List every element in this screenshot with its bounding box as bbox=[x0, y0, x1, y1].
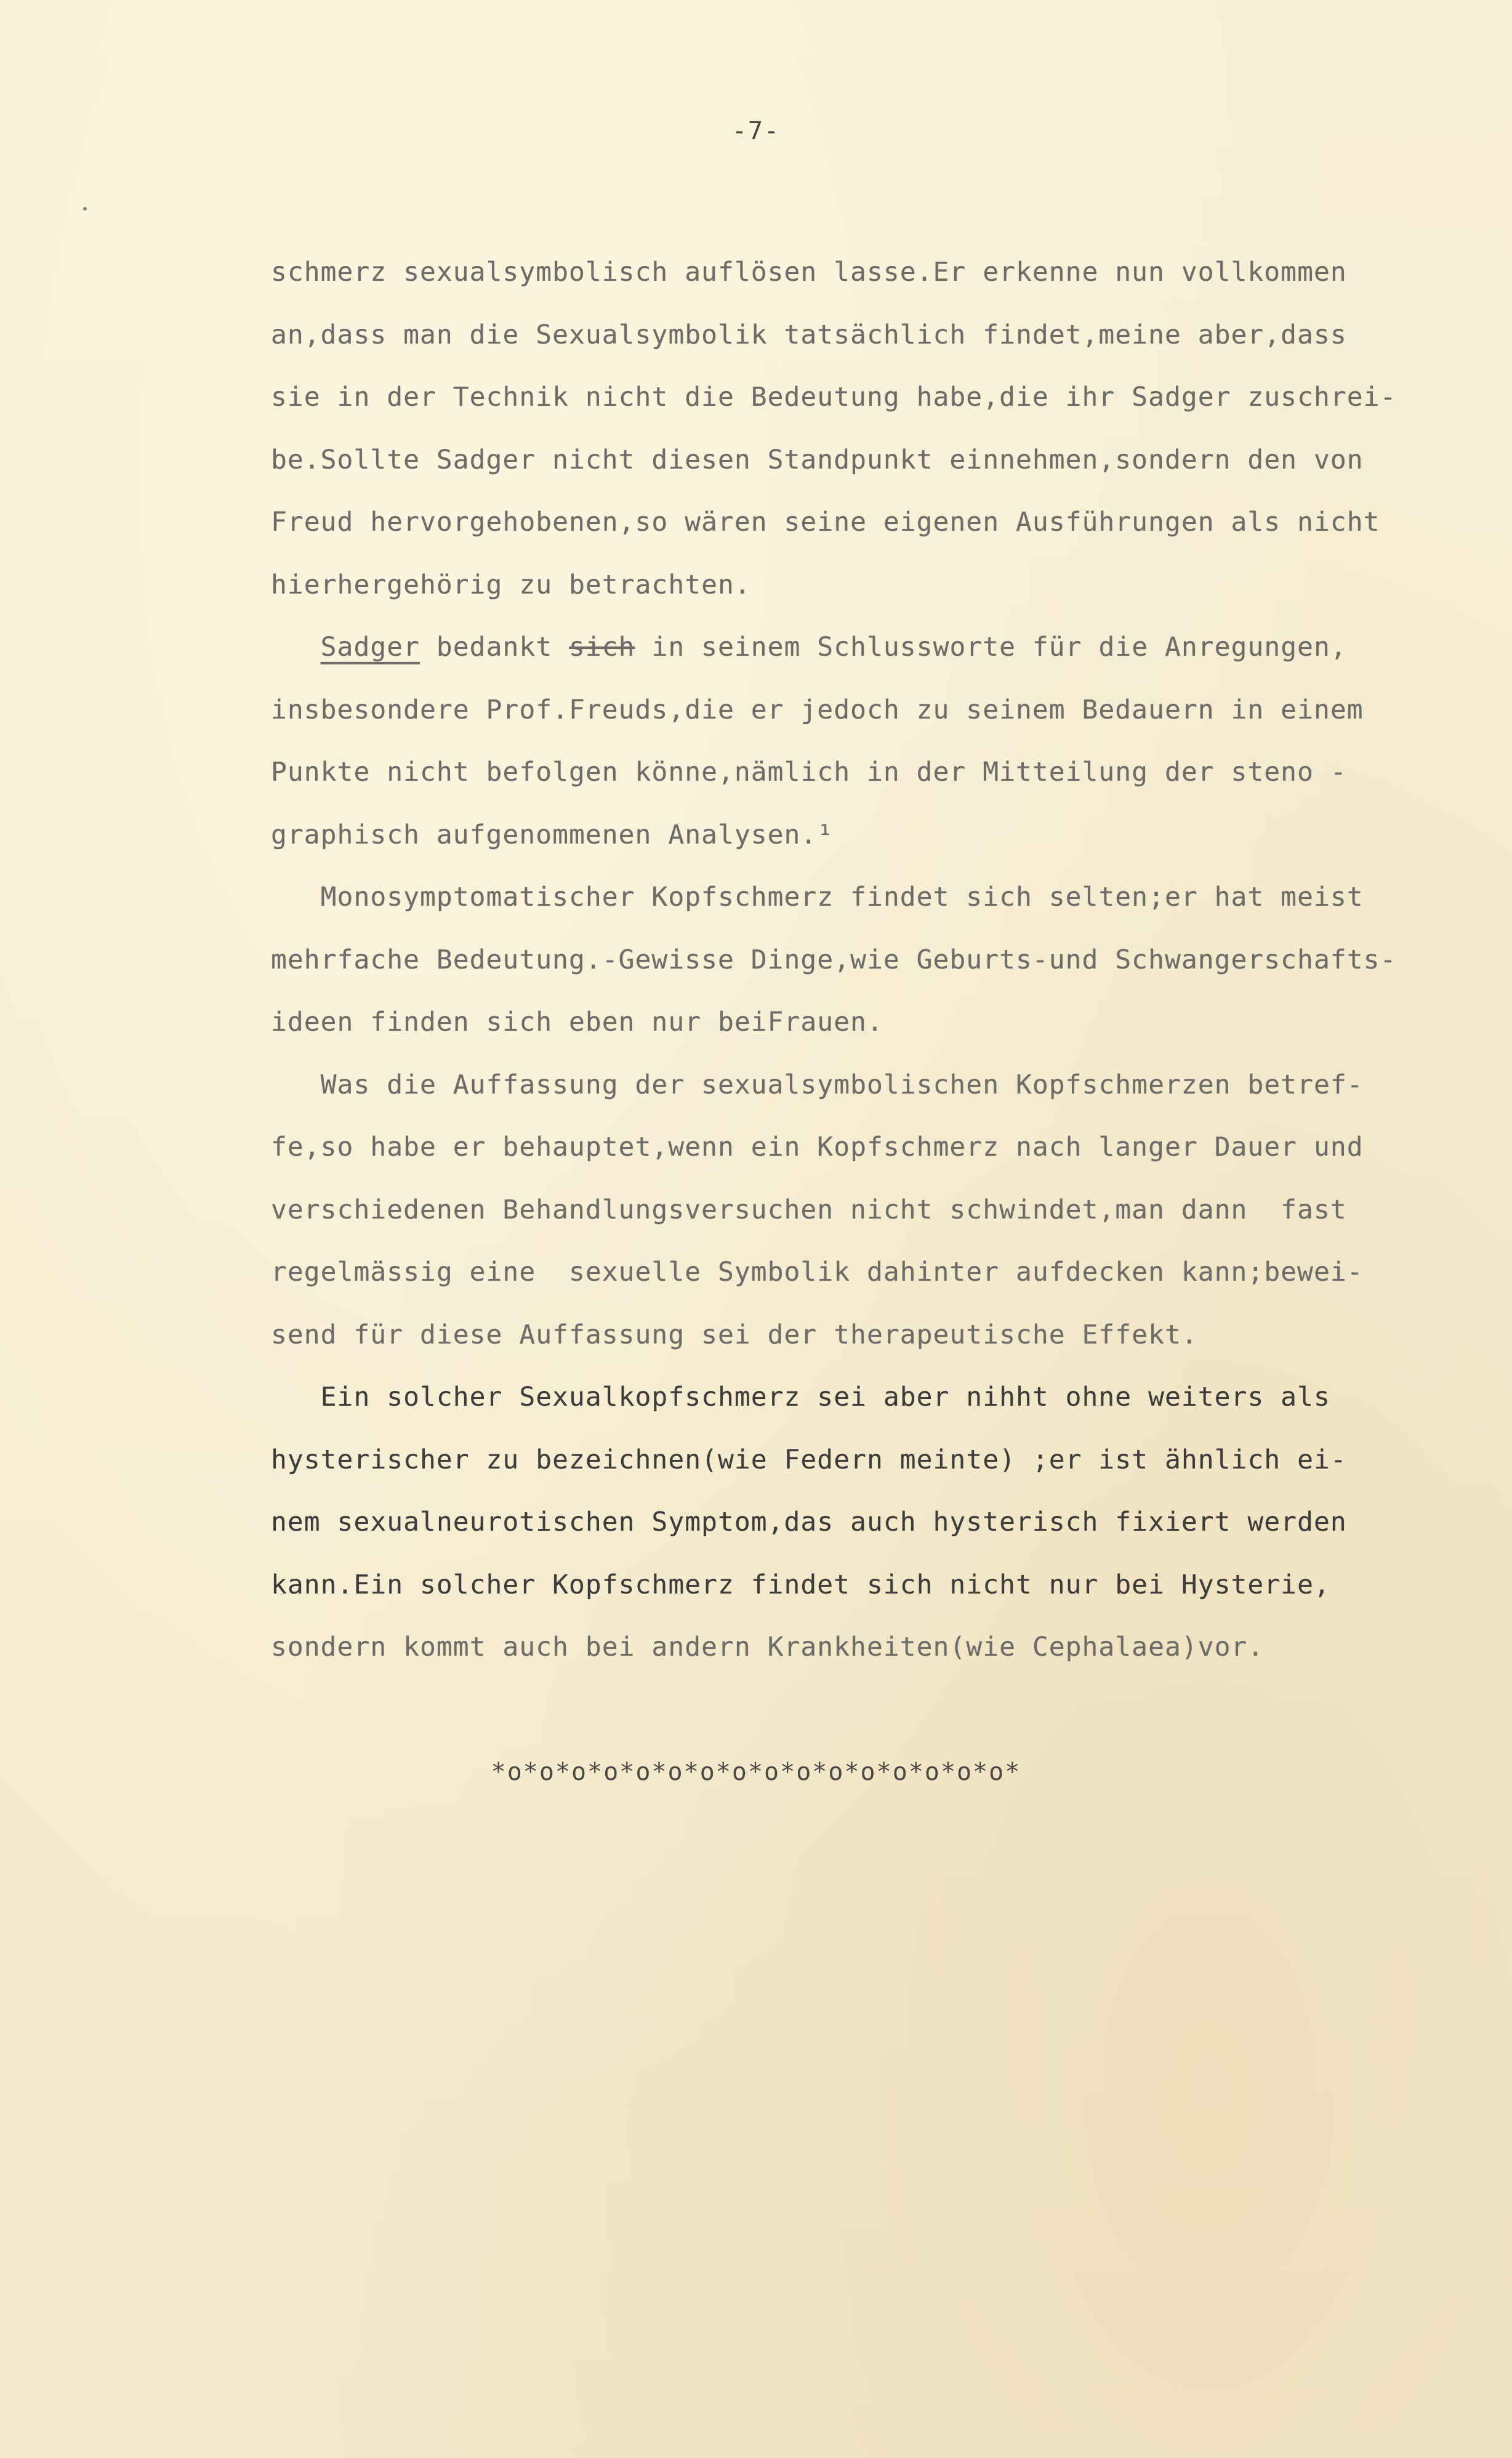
text-line: kann.Ein solcher Kopfschmerz findet sich nicht nur bei Hysterie, bbox=[271, 1569, 1330, 1600]
page-number: -7- bbox=[731, 117, 781, 145]
ink-speck bbox=[83, 207, 87, 211]
text-line-sadger bbox=[271, 616, 1496, 679]
typed-text-body bbox=[271, 241, 1496, 1679]
underlined-name: Sadger bbox=[320, 632, 420, 663]
text-line: hysterischer zu bezeichnen(wie Federn meinte) ;er ist ähnlich ei- bbox=[271, 1444, 1347, 1475]
space bbox=[420, 632, 436, 663]
text-line: nem sexualneurotischen Symptom,das auch hysterisch fixiert werden bbox=[271, 1507, 1347, 1537]
text-line: insbesondere Prof.Freuds,die er jedoch zu seinem Bedauern in einem bbox=[271, 694, 1364, 725]
text-line: Was die Auffassung der sexualsymbolischen Kopfschmerzen betref- bbox=[271, 1069, 1364, 1100]
corrected-word: bedankt bbox=[436, 632, 553, 663]
text-line: Punkte nicht befolgen könne,nämlich in der Mitteilung der steno - bbox=[271, 757, 1347, 788]
text-line: ideen finden sich eben nur beiFrauen. bbox=[271, 1007, 883, 1038]
text-line: Monosymptomatischer Kopfschmerz findet sich selten;er hat meist bbox=[271, 882, 1364, 913]
text-line: Freud hervorgehobenen,so wären seine eigenen Ausführungen als nicht bbox=[271, 507, 1380, 538]
text-line: regelmässig eine sexuelle Symbolik dahinter aufdecken kann;bewei- bbox=[271, 1257, 1364, 1287]
text-line: an,dass man die Sexualsymbolik tatsächlich findet,meine aber,dass bbox=[271, 319, 1347, 350]
text-line: verschiedenen Behandlungsversuchen nicht schwindet,man dann fast bbox=[271, 1194, 1347, 1225]
text-line: be.Sollte Sadger nicht diesen Standpunkt einnehmen,sondern den von bbox=[271, 444, 1364, 475]
text-line: send für diese Auffassung sei der therapeutische Effekt. bbox=[271, 1319, 1198, 1350]
text-line: graphisch aufgenommenen Analysen.¹ bbox=[271, 819, 834, 850]
text-line: schmerz sexualsymbolisch auflösen lasse.Er erkenne nun vollkommen bbox=[271, 257, 1347, 288]
section-separator: *o*o*o*o*o*o*o*o*o*o*o*o*o*o*o*o* bbox=[491, 1758, 1021, 1786]
space bbox=[552, 632, 569, 663]
text-line: hierhergehörig zu betrachten. bbox=[271, 569, 751, 600]
text-line: fe,so habe er behauptet,wenn ein Kopfschmerz nach langer Dauer und bbox=[271, 1132, 1364, 1163]
text-line: mehrfache Bedeutung.-Gewisse Dinge,wie Geburts-und Schwangerschafts- bbox=[271, 944, 1397, 975]
text-line: Ein solcher Sexualkopfschmerz sei aber nihht ohne weiters als bbox=[271, 1382, 1330, 1412]
text-line: sie in der Technik nicht die Bedeutung habe,die ihr Sadger zuschrei- bbox=[271, 382, 1397, 413]
line-remainder: in seinem Schlussworte für die Anregungen, bbox=[635, 632, 1347, 663]
indent bbox=[271, 632, 321, 663]
text-line: sondern kommt auch bei andern Krankheiten(wie Cephalaea)vor. bbox=[271, 1632, 1265, 1662]
struck-out-word: sich bbox=[569, 632, 635, 663]
